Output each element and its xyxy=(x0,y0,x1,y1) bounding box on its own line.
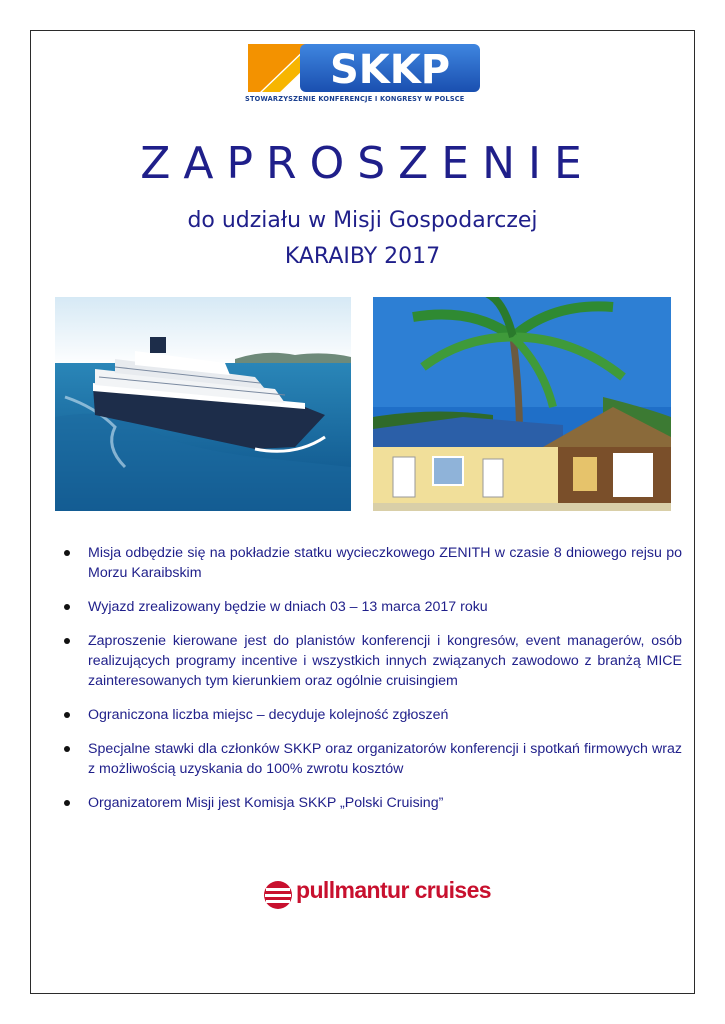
bullet-icon xyxy=(64,712,70,718)
bullet-icon xyxy=(64,800,70,806)
cruise-ship-photo xyxy=(55,297,351,511)
bullet-item xyxy=(62,739,682,779)
bullet-item xyxy=(62,705,682,725)
subtitle: do udziału w Misji Gospodarczej xyxy=(187,208,538,233)
bullet-item xyxy=(62,543,682,583)
bullet-text: Zaproszenie kierowane jest do planistów konferencji i kongresów, event managerów, osób realizujących programy incentive i wszystkich innych związanych zawodowo z branżą MICE zainteresowanych tym kierunkiem oraz ogólnie cruisingiem xyxy=(88,633,682,689)
page-title: ZAPROSZENIE xyxy=(140,138,595,189)
caribbean-beach-photo xyxy=(373,297,671,511)
bullet-item xyxy=(62,793,682,813)
event-name: KARAIBY 2017 xyxy=(284,244,441,269)
bullet-text: Wyjazd zrealizowany będzie w dniach 03 – 13 marca 2017 roku xyxy=(88,599,488,615)
logo-text: SKKP xyxy=(329,47,451,93)
logo-tagline: STOWARZYSZENIE KONFERENCJE I KONGRESY W POLSCE xyxy=(245,95,465,103)
bullet-text: Specjalne stawki dla członków SKKP oraz organizatorów konferencji i spotkań firmowych wraz z możliwością uzyskania do 100% zwrotu kosztów xyxy=(88,741,682,777)
bullet-icon xyxy=(64,604,70,610)
bullet-icon xyxy=(64,638,70,644)
bullet-item xyxy=(62,597,682,617)
bullet-text: Ograniczona liczba miejsc – decyduje kolejność zgłoszeń xyxy=(88,707,449,723)
pullmantur-brand: pullmantur cruises xyxy=(296,877,491,903)
bullet-item xyxy=(62,631,682,691)
bullet-text: Organizatorem Misji jest Komisja SKKP „Polski Cruising” xyxy=(88,795,444,811)
bullet-icon xyxy=(64,550,70,556)
bullet-text: Misja odbędzie się na pokładzie statku wycieczkowego ZENITH w czasie 8 dniowego rejsu po Morzu Karaibskim xyxy=(88,545,682,581)
bullet-list xyxy=(62,543,682,827)
bullet-icon xyxy=(64,746,70,752)
